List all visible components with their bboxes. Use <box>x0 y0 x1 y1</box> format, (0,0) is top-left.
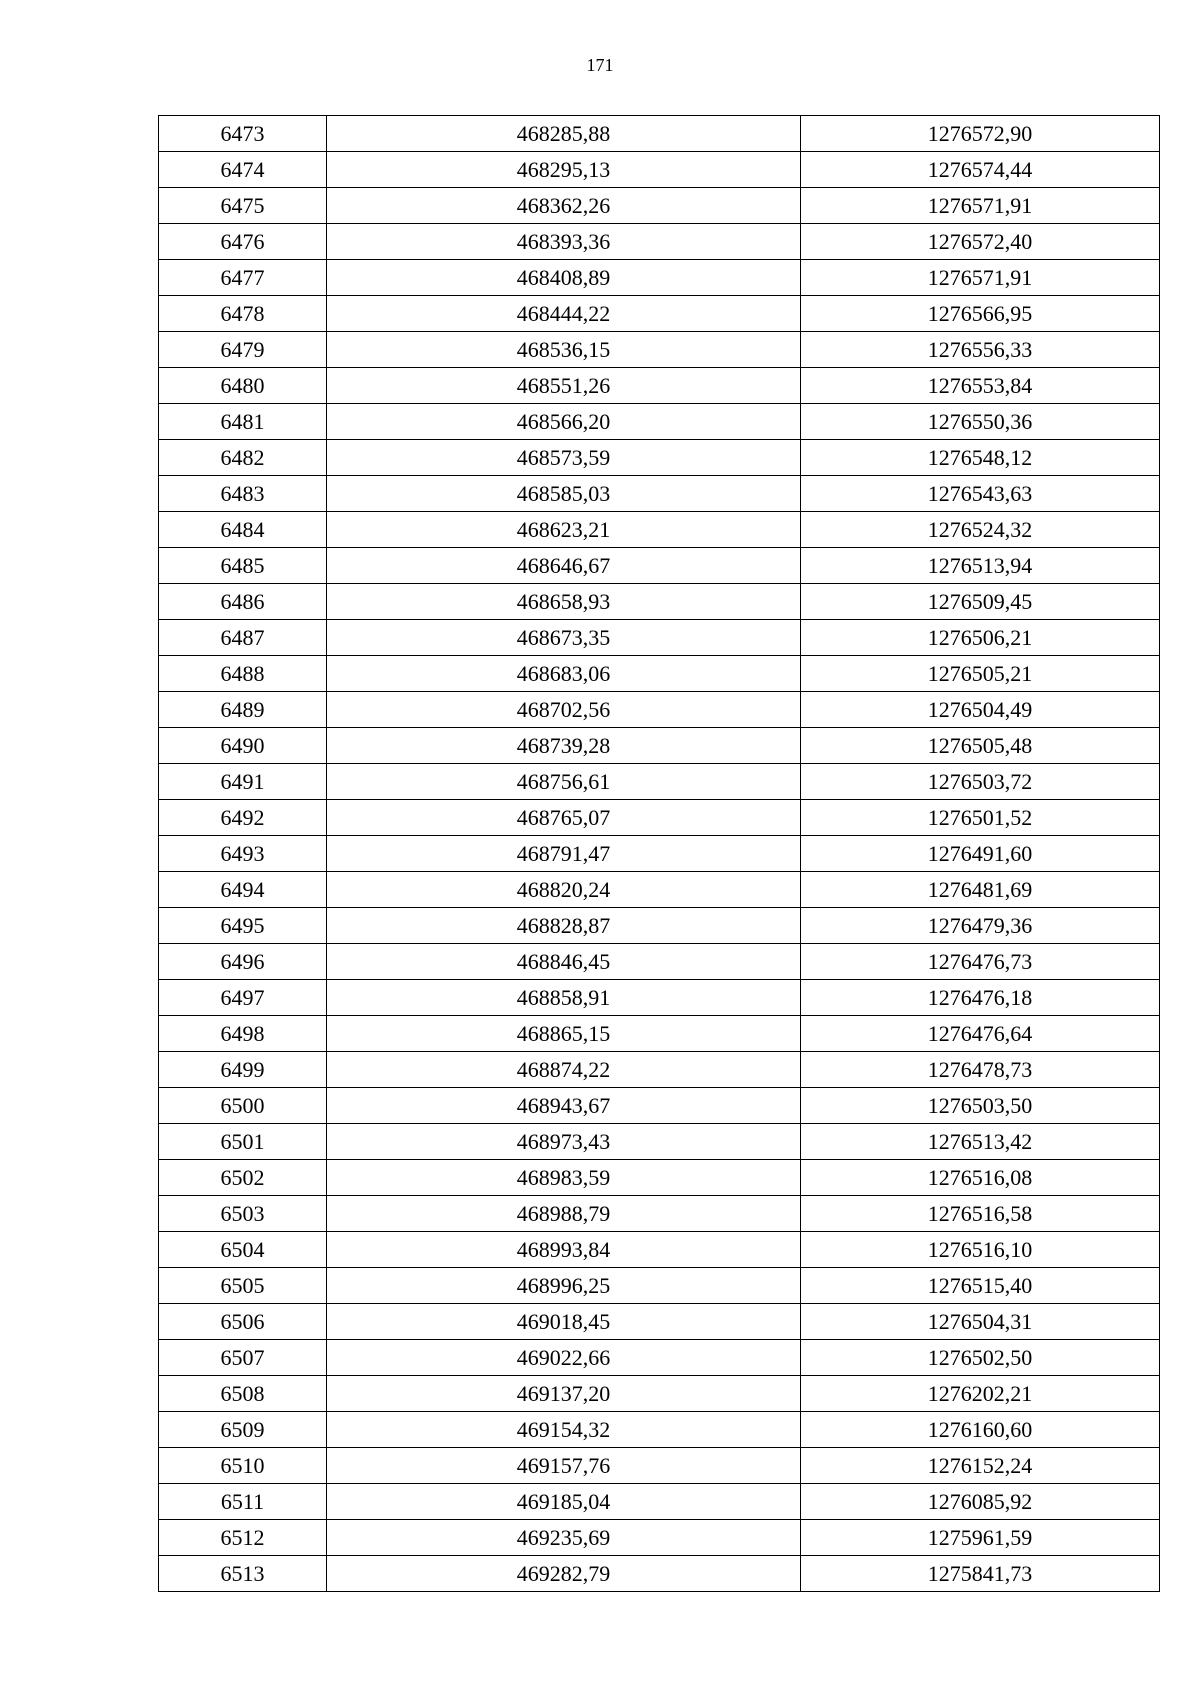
point-number-cell: 6500 <box>159 1088 327 1124</box>
x-coordinate-cell: 468285,88 <box>327 116 801 152</box>
table-row <box>159 800 1160 836</box>
table-row <box>159 728 1160 764</box>
point-number-cell: 6475 <box>159 188 327 224</box>
y-coordinate-cell: 1276524,32 <box>801 512 1160 548</box>
x-coordinate-cell: 468536,15 <box>327 332 801 368</box>
point-number-cell: 6484 <box>159 512 327 548</box>
y-coordinate-cell: 1276504,49 <box>801 692 1160 728</box>
y-coordinate-cell: 1276516,10 <box>801 1232 1160 1268</box>
point-number-cell: 6502 <box>159 1160 327 1196</box>
table-row <box>159 1484 1160 1520</box>
table-row <box>159 1052 1160 1088</box>
y-coordinate-cell: 1276515,40 <box>801 1268 1160 1304</box>
table-row <box>159 1556 1160 1592</box>
x-coordinate-cell: 468702,56 <box>327 692 801 728</box>
table-row <box>159 692 1160 728</box>
point-number-cell: 6492 <box>159 800 327 836</box>
table-row <box>159 188 1160 224</box>
point-number-cell: 6473 <box>159 116 327 152</box>
x-coordinate-cell: 468756,61 <box>327 764 801 800</box>
table-row <box>159 764 1160 800</box>
table-row <box>159 548 1160 584</box>
x-coordinate-cell: 468623,21 <box>327 512 801 548</box>
page-number: 171 <box>586 55 614 75</box>
x-coordinate-cell: 468846,45 <box>327 944 801 980</box>
point-number-cell: 6481 <box>159 404 327 440</box>
x-coordinate-cell: 468585,03 <box>327 476 801 512</box>
x-coordinate-cell: 468739,28 <box>327 728 801 764</box>
x-coordinate-cell: 468658,93 <box>327 584 801 620</box>
y-coordinate-cell: 1276550,36 <box>801 404 1160 440</box>
x-coordinate-cell: 468943,67 <box>327 1088 801 1124</box>
table-row <box>159 980 1160 1016</box>
table-row <box>159 1340 1160 1376</box>
y-coordinate-cell: 1276513,42 <box>801 1124 1160 1160</box>
x-coordinate-cell: 468874,22 <box>327 1052 801 1088</box>
y-coordinate-cell: 1276574,44 <box>801 152 1160 188</box>
point-number-cell: 6490 <box>159 728 327 764</box>
table-row <box>159 1160 1160 1196</box>
table-row <box>159 1376 1160 1412</box>
point-number-cell: 6507 <box>159 1340 327 1376</box>
x-coordinate-cell: 468551,26 <box>327 368 801 404</box>
y-coordinate-cell: 1276553,84 <box>801 368 1160 404</box>
y-coordinate-cell: 1276516,08 <box>801 1160 1160 1196</box>
x-coordinate-cell: 468362,26 <box>327 188 801 224</box>
point-number-cell: 6499 <box>159 1052 327 1088</box>
y-coordinate-cell: 1276152,24 <box>801 1448 1160 1484</box>
y-coordinate-cell: 1276571,91 <box>801 188 1160 224</box>
y-coordinate-cell: 1276556,33 <box>801 332 1160 368</box>
x-coordinate-cell: 469235,69 <box>327 1520 801 1556</box>
x-coordinate-cell: 469022,66 <box>327 1340 801 1376</box>
y-coordinate-cell: 1276503,50 <box>801 1088 1160 1124</box>
y-coordinate-cell: 1276505,48 <box>801 728 1160 764</box>
point-number-cell: 6498 <box>159 1016 327 1052</box>
x-coordinate-cell: 468393,36 <box>327 224 801 260</box>
point-number-cell: 6489 <box>159 692 327 728</box>
table-row <box>159 872 1160 908</box>
y-coordinate-cell: 1276505,21 <box>801 656 1160 692</box>
table-row <box>159 1268 1160 1304</box>
y-coordinate-cell: 1276476,18 <box>801 980 1160 1016</box>
point-number-cell: 6479 <box>159 332 327 368</box>
x-coordinate-cell: 468828,87 <box>327 908 801 944</box>
table-row <box>159 440 1160 476</box>
point-number-cell: 6508 <box>159 1376 327 1412</box>
table-row <box>159 1448 1160 1484</box>
coordinates-table-body <box>159 116 1160 1592</box>
point-number-cell: 6501 <box>159 1124 327 1160</box>
x-coordinate-cell: 469154,32 <box>327 1412 801 1448</box>
x-coordinate-cell: 469137,20 <box>327 1376 801 1412</box>
y-coordinate-cell: 1276085,92 <box>801 1484 1160 1520</box>
y-coordinate-cell: 1276513,94 <box>801 548 1160 584</box>
y-coordinate-cell: 1276504,31 <box>801 1304 1160 1340</box>
table-row <box>159 1196 1160 1232</box>
x-coordinate-cell: 469185,04 <box>327 1484 801 1520</box>
y-coordinate-cell: 1276202,21 <box>801 1376 1160 1412</box>
y-coordinate-cell: 1276543,63 <box>801 476 1160 512</box>
y-coordinate-cell: 1276548,12 <box>801 440 1160 476</box>
x-coordinate-cell: 468646,67 <box>327 548 801 584</box>
x-coordinate-cell: 468988,79 <box>327 1196 801 1232</box>
y-coordinate-cell: 1276572,40 <box>801 224 1160 260</box>
point-number-cell: 6474 <box>159 152 327 188</box>
point-number-cell: 6487 <box>159 620 327 656</box>
x-coordinate-cell: 468408,89 <box>327 260 801 296</box>
y-coordinate-cell: 1276509,45 <box>801 584 1160 620</box>
table-row <box>159 836 1160 872</box>
point-number-cell: 6509 <box>159 1412 327 1448</box>
table-row <box>159 1016 1160 1052</box>
table-row <box>159 1088 1160 1124</box>
table-row <box>159 332 1160 368</box>
y-coordinate-cell: 1276566,95 <box>801 296 1160 332</box>
x-coordinate-cell: 468295,13 <box>327 152 801 188</box>
x-coordinate-cell: 468566,20 <box>327 404 801 440</box>
x-coordinate-cell: 468820,24 <box>327 872 801 908</box>
table-row <box>159 152 1160 188</box>
x-coordinate-cell: 468973,43 <box>327 1124 801 1160</box>
table-row <box>159 224 1160 260</box>
point-number-cell: 6510 <box>159 1448 327 1484</box>
table-row <box>159 1124 1160 1160</box>
point-number-cell: 6503 <box>159 1196 327 1232</box>
point-number-cell: 6494 <box>159 872 327 908</box>
point-number-cell: 6505 <box>159 1268 327 1304</box>
x-coordinate-cell: 468983,59 <box>327 1160 801 1196</box>
y-coordinate-cell: 1276491,60 <box>801 836 1160 872</box>
x-coordinate-cell: 469018,45 <box>327 1304 801 1340</box>
point-number-cell: 6486 <box>159 584 327 620</box>
x-coordinate-cell: 468683,06 <box>327 656 801 692</box>
table-row <box>159 1412 1160 1448</box>
point-number-cell: 6477 <box>159 260 327 296</box>
y-coordinate-cell: 1276481,69 <box>801 872 1160 908</box>
x-coordinate-cell: 468996,25 <box>327 1268 801 1304</box>
point-number-cell: 6506 <box>159 1304 327 1340</box>
y-coordinate-cell: 1276516,58 <box>801 1196 1160 1232</box>
point-number-cell: 6495 <box>159 908 327 944</box>
table-row <box>159 944 1160 980</box>
table-row <box>159 584 1160 620</box>
point-number-cell: 6488 <box>159 656 327 692</box>
y-coordinate-cell: 1276501,52 <box>801 800 1160 836</box>
point-number-cell: 6491 <box>159 764 327 800</box>
x-coordinate-cell: 469282,79 <box>327 1556 801 1592</box>
y-coordinate-cell: 1276571,91 <box>801 260 1160 296</box>
y-coordinate-cell: 1276479,36 <box>801 908 1160 944</box>
point-number-cell: 6504 <box>159 1232 327 1268</box>
x-coordinate-cell: 468791,47 <box>327 836 801 872</box>
point-number-cell: 6476 <box>159 224 327 260</box>
point-number-cell: 6478 <box>159 296 327 332</box>
y-coordinate-cell: 1276476,73 <box>801 944 1160 980</box>
table-row <box>159 512 1160 548</box>
point-number-cell: 6483 <box>159 476 327 512</box>
x-coordinate-cell: 468865,15 <box>327 1016 801 1052</box>
x-coordinate-cell: 469157,76 <box>327 1448 801 1484</box>
y-coordinate-cell: 1275841,73 <box>801 1556 1160 1592</box>
x-coordinate-cell: 468573,59 <box>327 440 801 476</box>
table-row <box>159 476 1160 512</box>
y-coordinate-cell: 1275961,59 <box>801 1520 1160 1556</box>
point-number-cell: 6512 <box>159 1520 327 1556</box>
table-row <box>159 368 1160 404</box>
point-number-cell: 6480 <box>159 368 327 404</box>
x-coordinate-cell: 468765,07 <box>327 800 801 836</box>
y-coordinate-cell: 1276476,64 <box>801 1016 1160 1052</box>
table-row <box>159 620 1160 656</box>
table-row <box>159 260 1160 296</box>
table-row <box>159 908 1160 944</box>
y-coordinate-cell: 1276503,72 <box>801 764 1160 800</box>
y-coordinate-cell: 1276160,60 <box>801 1412 1160 1448</box>
y-coordinate-cell: 1276478,73 <box>801 1052 1160 1088</box>
x-coordinate-cell: 468858,91 <box>327 980 801 1016</box>
table-row <box>159 1232 1160 1268</box>
table-row <box>159 116 1160 152</box>
x-coordinate-cell: 468673,35 <box>327 620 801 656</box>
point-number-cell: 6485 <box>159 548 327 584</box>
table-row <box>159 1304 1160 1340</box>
table-row <box>159 296 1160 332</box>
point-number-cell: 6497 <box>159 980 327 1016</box>
x-coordinate-cell: 468444,22 <box>327 296 801 332</box>
y-coordinate-cell: 1276506,21 <box>801 620 1160 656</box>
point-number-cell: 6511 <box>159 1484 327 1520</box>
x-coordinate-cell: 468993,84 <box>327 1232 801 1268</box>
y-coordinate-cell: 1276502,50 <box>801 1340 1160 1376</box>
point-number-cell: 6493 <box>159 836 327 872</box>
table-row <box>159 404 1160 440</box>
point-number-cell: 6482 <box>159 440 327 476</box>
y-coordinate-cell: 1276572,90 <box>801 116 1160 152</box>
point-number-cell: 6513 <box>159 1556 327 1592</box>
table-row <box>159 1520 1160 1556</box>
table-row <box>159 656 1160 692</box>
coordinates-table <box>158 115 1160 1592</box>
point-number-cell: 6496 <box>159 944 327 980</box>
